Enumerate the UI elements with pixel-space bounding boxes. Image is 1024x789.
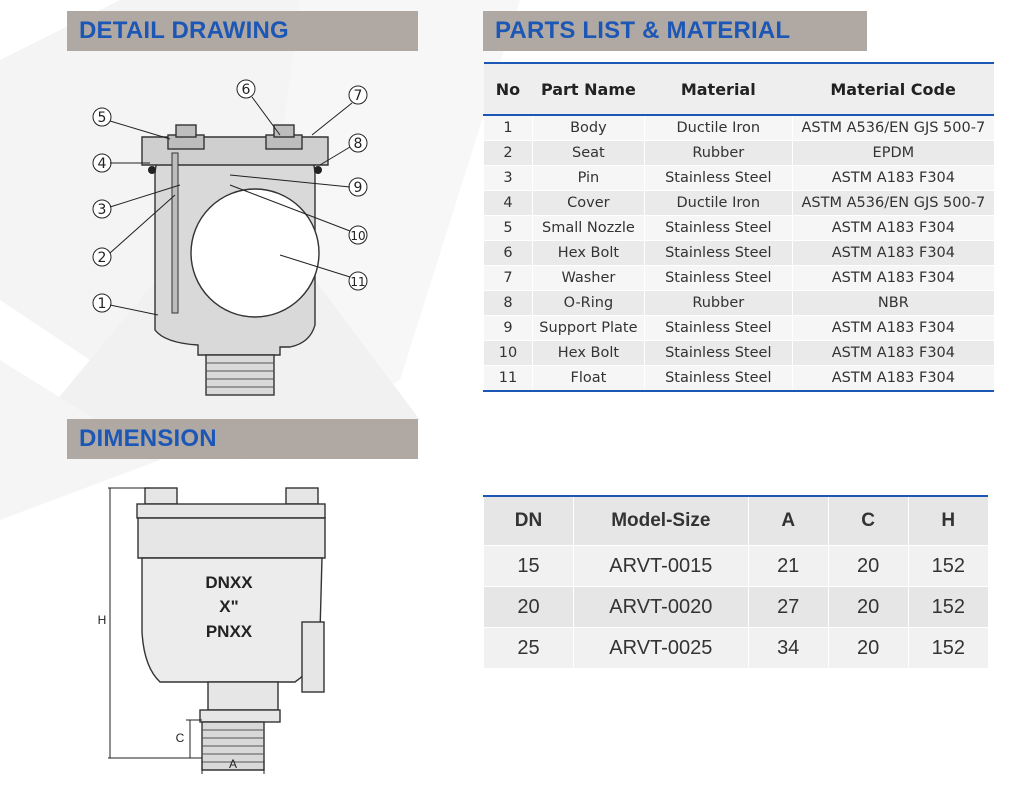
table-cell: Stainless Steel <box>644 366 792 392</box>
dimension-title: DIMENSION <box>79 425 217 452</box>
table-cell: 5 <box>484 216 533 241</box>
table-cell: Stainless Steel <box>644 216 792 241</box>
table-cell: 21 <box>748 546 828 587</box>
table-cell: Ductile Iron <box>644 115 792 141</box>
table-cell: ASTM A183 F304 <box>792 216 994 241</box>
detail-drawing-heading <box>67 11 418 51</box>
parts-table-row <box>484 216 995 241</box>
callout-5: 5 <box>97 110 107 126</box>
table-cell: 3 <box>484 166 533 191</box>
parts-table-row <box>484 191 995 216</box>
callout-7: 7 <box>353 88 363 104</box>
parts-table-row <box>484 316 995 341</box>
body-text-pn: PNXX <box>205 622 253 641</box>
body-text-x: X" <box>219 597 239 616</box>
table-cell: NBR <box>792 291 994 316</box>
table-cell: 152 <box>908 628 988 669</box>
table-cell: 25 <box>484 628 574 669</box>
table-cell: 4 <box>484 191 533 216</box>
callout-3: 3 <box>97 202 107 218</box>
table-cell: 1 <box>484 115 533 141</box>
table-cell: 7 <box>484 266 533 291</box>
table-cell: Small Nozzle <box>532 216 644 241</box>
table-cell: 20 <box>828 587 908 628</box>
table-cell: Rubber <box>644 141 792 166</box>
table-cell: Stainless Steel <box>644 316 792 341</box>
parts-table-row <box>484 166 995 191</box>
table-cell: Pin <box>532 166 644 191</box>
table-cell: ASTM A183 F304 <box>792 366 994 392</box>
table-cell: Float <box>532 366 644 392</box>
parts-list-title: PARTS LIST & MATERIAL <box>495 17 791 44</box>
table-cell: 8 <box>484 291 533 316</box>
table-cell: ASTM A536/EN GJS 500-7 <box>792 115 994 141</box>
parts-table-row <box>484 115 995 141</box>
dimension-table-row <box>484 587 989 628</box>
table-cell: 2 <box>484 141 533 166</box>
parts-table-row <box>484 241 995 266</box>
body-text-dn: DNXX <box>205 573 253 592</box>
table-cell: ARVT-0025 <box>573 628 748 669</box>
dimension-table <box>483 495 988 668</box>
col-header-part-name: Part Name <box>532 63 644 115</box>
table-cell: Stainless Steel <box>644 241 792 266</box>
table-cell: ARVT-0015 <box>573 546 748 587</box>
callout-11: 11 <box>350 275 366 289</box>
dimension-heading <box>67 419 418 459</box>
callout-4: 4 <box>97 156 107 172</box>
table-cell: 27 <box>748 587 828 628</box>
table-cell: 152 <box>908 587 988 628</box>
callout-9: 9 <box>353 180 363 196</box>
table-cell: ASTM A536/EN GJS 500-7 <box>792 191 994 216</box>
callout-10: 10 <box>350 229 366 243</box>
table-cell: Hex Bolt <box>532 241 644 266</box>
table-cell: 9 <box>484 316 533 341</box>
dimension-label-a: A <box>228 757 238 771</box>
dimension-table-row <box>484 546 989 587</box>
table-cell: 10 <box>484 341 533 366</box>
table-cell: 20 <box>828 628 908 669</box>
table-cell: ASTM A183 F304 <box>792 316 994 341</box>
table-cell: Ductile Iron <box>644 191 792 216</box>
table-cell: ARVT-0020 <box>573 587 748 628</box>
table-cell: Stainless Steel <box>644 341 792 366</box>
table-cell: 6 <box>484 241 533 266</box>
valve-dimension-drawing <box>90 482 340 782</box>
parts-table-row <box>484 341 995 366</box>
dimension-label-c: C <box>175 731 185 745</box>
callout-8: 8 <box>353 136 363 152</box>
dimension-header-row <box>484 496 989 546</box>
col-header-model-size: Model-Size <box>573 496 748 546</box>
table-cell: 34 <box>748 628 828 669</box>
table-cell: ASTM A183 F304 <box>792 266 994 291</box>
parts-list-table <box>483 62 994 392</box>
table-cell: Body <box>532 115 644 141</box>
table-cell: O-Ring <box>532 291 644 316</box>
table-cell: Washer <box>532 266 644 291</box>
parts-header-row <box>484 63 995 115</box>
callout-2: 2 <box>97 250 107 266</box>
table-cell: 15 <box>484 546 574 587</box>
table-cell: ASTM A183 F304 <box>792 241 994 266</box>
table-cell: Rubber <box>644 291 792 316</box>
callout-6: 6 <box>241 82 251 98</box>
parts-table-row <box>484 291 995 316</box>
callout-1: 1 <box>97 296 107 312</box>
parts-list-heading <box>483 11 867 51</box>
detail-drawing-title: DETAIL DRAWING <box>79 17 289 44</box>
table-cell: 152 <box>908 546 988 587</box>
table-cell: Stainless Steel <box>644 266 792 291</box>
dimension-table-row <box>484 628 989 669</box>
dimension-label-h: H <box>97 613 107 627</box>
col-header-material-code: Material Code <box>792 63 994 115</box>
table-cell: 20 <box>484 587 574 628</box>
table-cell: ASTM A183 F304 <box>792 166 994 191</box>
table-cell: Hex Bolt <box>532 341 644 366</box>
col-header-dn: DN <box>484 496 574 546</box>
table-cell: 11 <box>484 366 533 392</box>
col-header-h: H <box>908 496 988 546</box>
table-cell: Cover <box>532 191 644 216</box>
table-cell: Stainless Steel <box>644 166 792 191</box>
table-cell: Support Plate <box>532 316 644 341</box>
col-header-material: Material <box>644 63 792 115</box>
valve-cross-section-drawing <box>80 75 400 405</box>
col-header-no: No <box>484 63 533 115</box>
table-cell: Seat <box>532 141 644 166</box>
table-cell: ASTM A183 F304 <box>792 341 994 366</box>
table-cell: EPDM <box>792 141 994 166</box>
parts-table-row <box>484 266 995 291</box>
table-cell: 20 <box>828 546 908 587</box>
parts-table-row <box>484 141 995 166</box>
parts-table-row <box>484 366 995 392</box>
col-header-c: C <box>828 496 908 546</box>
col-header-a: A <box>748 496 828 546</box>
